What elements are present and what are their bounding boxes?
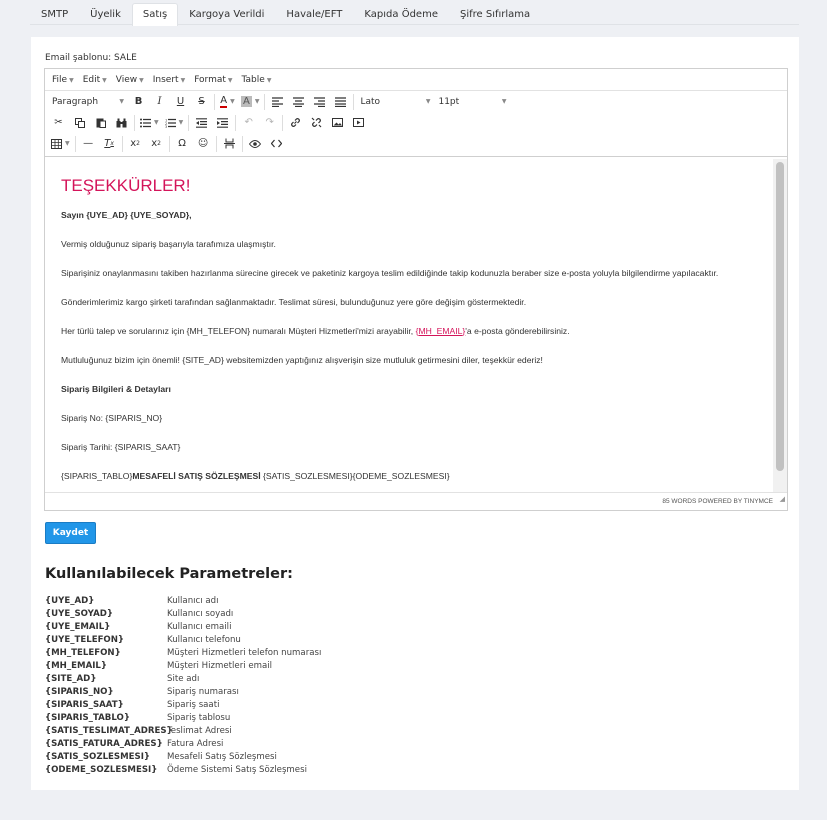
superscript-icon[interactable]: x 2 xyxy=(151,138,161,149)
image-icon[interactable] xyxy=(327,114,348,132)
horizontal-line-icon[interactable]: — xyxy=(83,138,94,149)
param-key: {SATIS_FATURA_ADRES} xyxy=(45,739,163,749)
unlink-icon[interactable] xyxy=(306,114,327,132)
menu-format[interactable] xyxy=(191,75,238,85)
param-key: {SITE_AD} xyxy=(45,674,97,684)
param-desc: Mesafeli Satış Sözleşmesi xyxy=(167,752,277,762)
menu-view-label: View xyxy=(115,74,138,85)
font-size-value: 11pt xyxy=(438,96,460,107)
template-label: Email şablonu: SALE xyxy=(45,53,137,63)
paste-icon[interactable] xyxy=(90,114,111,132)
editor-statusbar xyxy=(45,492,787,510)
param-row xyxy=(45,725,321,738)
param-desc: Site adı xyxy=(167,674,200,684)
table-icon[interactable]: ▼ xyxy=(48,135,73,153)
caret-icon: ▼ xyxy=(501,98,507,105)
separator xyxy=(214,94,215,110)
menu-file-label: File xyxy=(52,74,68,85)
menu-edit[interactable] xyxy=(80,75,113,85)
param-desc: Müşteri Hizmetleri telefon numarası xyxy=(167,648,322,658)
param-key: {SATIS_TESLIMAT_ADRES} xyxy=(45,726,173,736)
underline-icon[interactable]: U xyxy=(176,96,185,107)
format-select-value: Paragraph xyxy=(52,96,99,107)
separator xyxy=(169,136,170,152)
align-center-icon[interactable] xyxy=(288,93,309,111)
details-title: Sipariş Bilgileri & Detayları xyxy=(61,383,171,394)
order-date: Sipariş Tarihi: {SIPARIS_SAAT} xyxy=(61,441,181,452)
background-color-icon[interactable]: A ▼ xyxy=(243,96,260,107)
align-left-icon[interactable] xyxy=(267,93,288,111)
params-list xyxy=(45,595,321,777)
menu-table-label: Table xyxy=(241,74,265,85)
param-row xyxy=(45,660,321,673)
param-key: {UYE_EMAIL} xyxy=(45,622,111,632)
caret-icon: ▼ xyxy=(227,76,233,84)
editor-menubar xyxy=(45,69,787,91)
param-row xyxy=(45,634,321,647)
svg-text:3: 3 xyxy=(164,124,167,128)
template-panel xyxy=(31,37,799,790)
param-desc: Fatura Adresi xyxy=(167,739,224,749)
editor-toolbars xyxy=(45,91,787,157)
param-row xyxy=(45,738,321,751)
separator xyxy=(353,94,354,110)
menu-file[interactable] xyxy=(49,75,80,85)
find-replace-icon[interactable] xyxy=(111,114,132,132)
content-text: {SIPARIS_TABLO} xyxy=(61,470,133,481)
content-text: 'a e-posta gönderebilirsiniz. xyxy=(465,325,570,336)
separator xyxy=(264,94,265,110)
copy-icon[interactable] xyxy=(69,114,90,132)
source-code-icon[interactable] xyxy=(266,135,287,153)
caret-icon: ▼ xyxy=(139,76,144,84)
content-paragraph: Gönderimlerimiz kargo şirketi tarafından sağlanmaktadır. Teslimat süresi, bulunduğunuz yere göre değişim göstermektedir. xyxy=(61,296,527,307)
param-key: {ODEME_SOZLESMESI} xyxy=(45,765,158,775)
menu-edit-label: Edit xyxy=(82,74,101,85)
media-icon[interactable] xyxy=(348,114,369,132)
tab-bar xyxy=(30,3,799,25)
numbered-list-icon[interactable]: 1 2 3 ▼ xyxy=(164,118,184,128)
param-row xyxy=(45,595,321,608)
bullet-list-icon[interactable]: ▼ xyxy=(137,114,162,132)
param-row xyxy=(45,699,321,712)
param-row xyxy=(45,647,321,660)
svg-text:1: 1 xyxy=(164,118,167,122)
param-desc: Kullanıcı telefonu xyxy=(167,635,241,645)
menu-view[interactable] xyxy=(113,75,150,85)
param-key: {SATIS_SOZLESMESI} xyxy=(45,752,151,762)
word-count: 85 WORDS POWERED BY TINYMCE xyxy=(662,498,773,505)
content-paragraph xyxy=(61,326,756,338)
caret-icon: ▼ xyxy=(180,76,186,84)
param-row xyxy=(45,751,321,764)
caret-icon: ▼ xyxy=(266,76,272,84)
toolbar-row-3 xyxy=(45,133,787,154)
param-key: {UYE_TELEFON} xyxy=(45,635,125,645)
param-desc: Ödeme Sistemi Satış Sözleşmesi xyxy=(167,765,307,775)
param-desc: Sipariş saati xyxy=(167,700,220,710)
subscript-icon[interactable]: x 2 xyxy=(130,138,140,149)
param-key: {SIPARIS_NO} xyxy=(45,687,114,697)
separator xyxy=(75,136,76,152)
param-row xyxy=(45,764,321,777)
resize-handle-icon[interactable]: ◢ xyxy=(779,496,785,503)
tab-smtp[interactable]: SMTP xyxy=(41,9,69,20)
clear-format-icon[interactable]: T x xyxy=(104,138,114,149)
menu-format-label: Format xyxy=(194,74,226,85)
tab-uyelik[interactable]: Üyelik xyxy=(90,9,121,20)
caret-icon: ▼ xyxy=(119,98,124,105)
scrollbar-thumb[interactable] xyxy=(776,162,784,471)
special-char-icon[interactable]: Ω xyxy=(178,138,186,149)
separator xyxy=(282,115,283,131)
content-paragraph: Siparişiniz onaylanmasını takiben hazırlanma sürecine girecek ve paketiniz kargoya teslim edildiğinde takip kodunuzla beraber size e-posta yoluyla bilgilendirme yapılacaktır. xyxy=(61,268,719,278)
editor-scrollbar[interactable] xyxy=(773,159,787,492)
align-right-icon[interactable] xyxy=(309,93,330,111)
content-text: {SATIS_SOZLESMESI}{ODEME_SOZLESMESI} xyxy=(260,470,450,481)
separator xyxy=(235,115,236,131)
format-select[interactable] xyxy=(48,93,128,111)
email-link[interactable]: {MH_EMAIL} xyxy=(415,325,466,336)
separator xyxy=(188,115,189,131)
content-paragraph: Vermiş olduğunuz sipariş başarıyla tarafımıza ulaşmıştır. xyxy=(61,239,276,249)
outdent-icon[interactable] xyxy=(191,114,212,132)
param-row xyxy=(45,686,321,699)
tab-satis[interactable]: Satış xyxy=(132,3,178,26)
param-desc: Müşteri Hizmetleri email xyxy=(167,661,273,671)
param-key: {MH_TELEFON} xyxy=(45,648,121,658)
font-family-select[interactable] xyxy=(356,93,434,111)
content-text: Her türlü talep ve sorularınız için {MH_TELEFON} numaralı Müşteri Hizmetleri'mizi arayabilir, xyxy=(61,325,416,336)
content-heading: TEŞEKKÜRLER! xyxy=(61,176,191,195)
separator xyxy=(242,136,243,152)
tab-kapida-odeme[interactable]: Kapıda Ödeme xyxy=(364,9,438,20)
toolbar-row-1 xyxy=(45,91,787,112)
param-key: {SIPARIS_TABLO} xyxy=(45,713,130,723)
param-desc: Kullanıcı soyadı xyxy=(167,609,234,619)
content-paragraph xyxy=(61,471,756,483)
param-key: {SIPARIS_SAAT} xyxy=(45,700,124,710)
emoticon-icon[interactable]: ☺ xyxy=(197,138,209,149)
redo-icon[interactable]: ↷ xyxy=(265,117,274,128)
param-key: {UYE_SOYAD} xyxy=(45,609,113,619)
page-break-icon[interactable] xyxy=(219,135,240,153)
param-desc: Kullanıcı emaili xyxy=(167,622,232,632)
font-family-value: Lato xyxy=(360,96,381,107)
tab-kargoya-verildi[interactable]: Kargoya Verildi xyxy=(189,9,265,20)
preview-icon[interactable] xyxy=(245,135,266,153)
strikethrough-icon[interactable]: S xyxy=(198,96,205,107)
italic-icon[interactable]: I xyxy=(157,96,162,107)
param-desc: Sipariş numarası xyxy=(167,687,239,697)
font-size-select[interactable] xyxy=(434,93,510,111)
param-desc: Sipariş tablosu xyxy=(167,713,231,723)
caret-icon: ▼ xyxy=(425,98,431,105)
rich-text-editor xyxy=(44,68,788,511)
toolbar-row-2 xyxy=(45,112,787,133)
cut-icon[interactable]: ✂ xyxy=(54,117,63,128)
order-no: Sipariş No: {SIPARIS_NO} xyxy=(61,412,163,423)
save-button[interactable]: Kaydet xyxy=(45,522,96,544)
menu-table[interactable] xyxy=(239,75,278,85)
align-justify-icon[interactable] xyxy=(330,93,351,111)
separator xyxy=(134,115,135,131)
indent-icon[interactable] xyxy=(212,114,233,132)
param-key: {MH_EMAIL} xyxy=(45,661,108,671)
param-row xyxy=(45,608,321,621)
content-greeting: Sayın {UYE_AD} {UYE_SOYAD}, xyxy=(61,210,192,220)
undo-icon[interactable]: ↶ xyxy=(244,117,253,128)
content-paragraph: Mutluluğunuz bizim için önemli! {SITE_AD} websitemizden yaptığınız alışverişin size mutluluk getirmesini diler, teşekkür ederiz! xyxy=(61,354,543,365)
editor-content[interactable] xyxy=(45,159,772,492)
caret-icon: ▼ xyxy=(102,76,107,84)
params-title: Kullanılabilecek Parametreler: xyxy=(45,566,293,582)
param-row xyxy=(45,712,321,725)
tab-sifre-sifirlama[interactable]: Şifre Sıfırlama xyxy=(459,9,531,20)
param-row xyxy=(45,621,321,634)
caret-icon: ▼ xyxy=(69,76,74,84)
param-desc: Teslimat Adresi xyxy=(167,726,232,736)
text-color-icon[interactable]: A ▼ xyxy=(220,94,235,106)
link-icon[interactable] xyxy=(285,114,306,132)
param-desc: Kullanıcı adı xyxy=(167,596,219,606)
contract-title: MESAFELİ SATIŞ SÖZLEŞMESİ xyxy=(132,470,261,481)
bold-icon[interactable]: B xyxy=(134,96,143,107)
tab-havale-eft[interactable]: Havale/EFT xyxy=(286,9,343,20)
param-key: {UYE_AD} xyxy=(45,596,95,606)
separator xyxy=(122,136,123,152)
param-row xyxy=(45,673,321,686)
menu-insert-label: Insert xyxy=(152,74,179,85)
menu-insert[interactable] xyxy=(150,75,191,85)
separator xyxy=(216,136,217,152)
svg-text:2: 2 xyxy=(164,121,167,126)
